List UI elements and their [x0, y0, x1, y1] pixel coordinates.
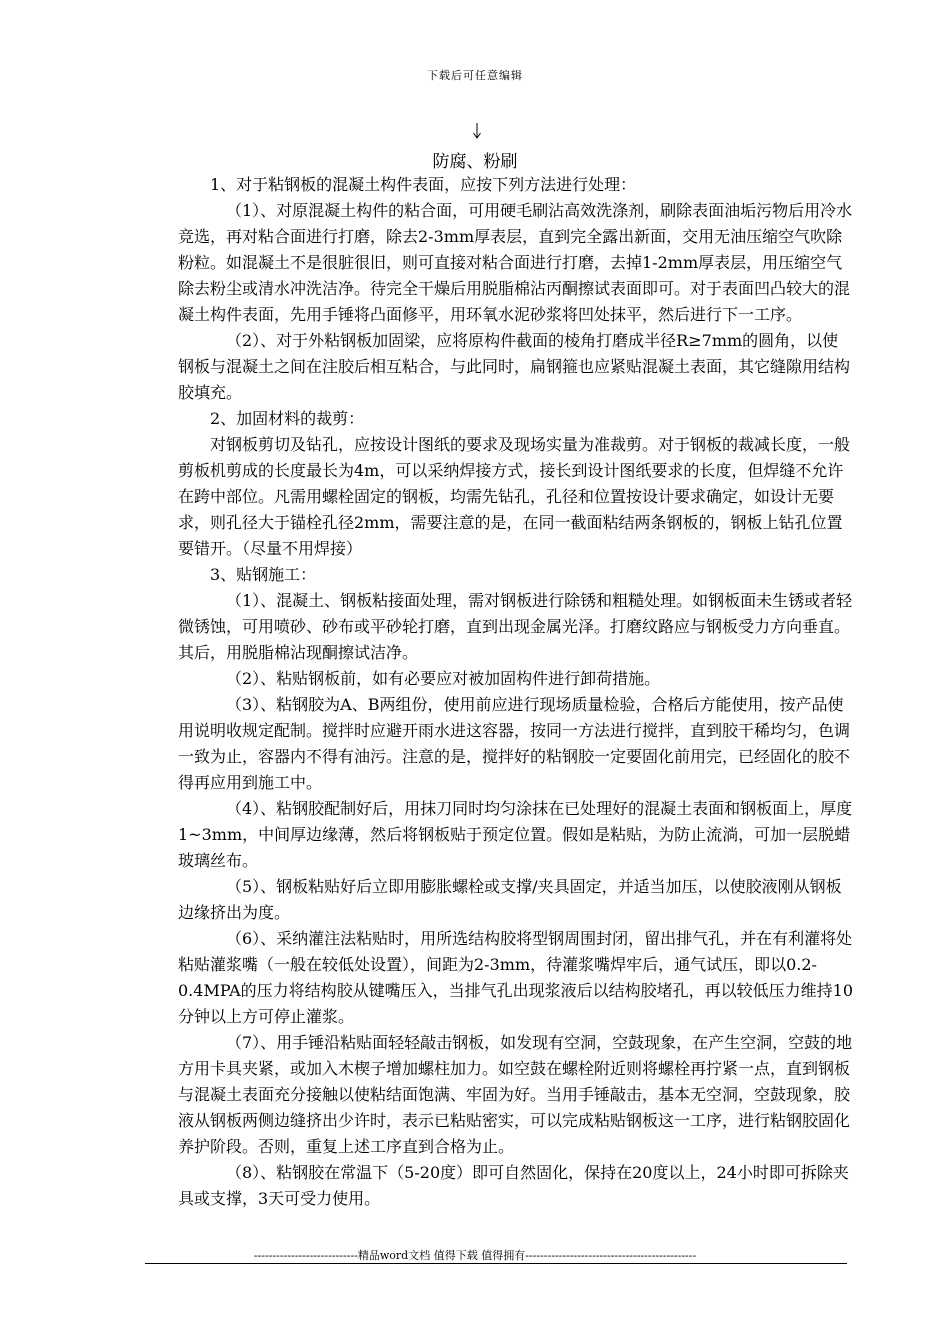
- paragraph-3-2: （2）、粘贴钢板前，如有必要应对被加固构件进行卸荷措施。: [226, 669, 661, 688]
- paragraph-3-4: （4）、粘钢胶配制好后，用抹刀同时均匀涂抹在已处理好的混凝土表面和钢板面上，厚度1~3mm，中间厚边缘薄，然后将钢板贴于预定位置。假如是粘贴，为防止流淌，可加一层脱蜡玻璃丝布。: [178, 799, 853, 870]
- paragraph-2: 2、加固材料的裁剪：: [210, 409, 365, 428]
- down-arrow-icon: [471, 122, 483, 140]
- paragraph-3-6: （6）、采纳灌注法粘贴时，用所选结构胶将型钢周围封闭，留出排气孔，并在有利灌将处粘贴灌浆嘴（一般在较低处设置），间距为2-3mm，待灌浆嘴焊牢后，通气试压，即以0.2-0.4MPA的压力将结构胶从键嘴压入，当排气孔出现浆液后以结构胶堵孔，再以较低压力维持10分钟以上方可停止灌浆。: [178, 929, 854, 1026]
- paragraph-1-2: （2）、对于外粘钢板加固梁，应将原构件截面的棱角打磨成半径R≥7mm的圆角，以使钢板与混凝土之间在注胶后相互粘合，与此同时，扁钢箍也应紧贴混凝土表面，其它缝隙用结构胶填充。: [178, 331, 851, 402]
- paragraph-3-3: （3）、粘钢胶为A、B两组份，使用前应进行现场质量检验，合格后方能使用，按产品使用说明收规定配制。搅拌时应避开雨水进这容器，按同一方法进行搅拌，直到胶干稀均匀，色调一致为止，容器内不得有油污。注意的是，搅拌好的粘钢胶一定要固化前用完，已经固化的胶不得再应用到施工中。: [178, 695, 851, 792]
- paragraph-3-5: （5）、钢板粘贴好后立即用膨胀螺栓或支撑/夹具固定，并适当加压，以使胶液刚从钢板边缘挤出为度。: [178, 877, 842, 922]
- paragraph-3-7: （7）、用手锤沿粘贴面轻轻敲击钢板，如发现有空洞，空鼓现象，在产生空洞，空鼓的地方用卡具夹紧，或加入木楔子增加螺柱加力。如空鼓在螺栓附近则将螺栓再拧紧一点，直到钢板与混凝土表面充分接触以使粘结面饱满、牢固为好。当用手锤敲击，基本无空洞，空鼓现象，胶液从钢板两侧边缝挤出少许时，表示已粘贴密实，可以完成粘贴钢板这一工序，进行粘钢胶固化养护阶段。否则，重复上述工序直到合格为止。: [178, 1033, 853, 1156]
- page-header: 下载后可任意编辑: [427, 69, 523, 82]
- footer-divider: [145, 1263, 847, 1264]
- paragraph-1-1: （1）、对原混凝土构件的粘合面，可用硬毛刷沾高效洗涤剂，刷除表面油垢污物后用冷水竞选，再对粘合面进行打磨，除去2-3mm厚表层，直到完全露出新面，交用无油压缩空气吹除粉粒。如混凝土不是很脏很旧，则可直接对粘合面进行打磨，去掉1-2mm厚表层，用压缩空气除去粉尘或清水冲洗洁净。待完全干燥后用脱脂棉沾丙酮擦试表面即可。对于表面凹凸较大的混凝土构件表面，先用手锤将凸面修平，用环氧水泥砂浆将凹处抹平，然后进行下一工序。: [178, 201, 853, 324]
- paragraph-1: 1、对于粘钢板的混凝土构件表面，应按下列方法进行处理：: [210, 175, 637, 194]
- paragraph-2-body: 对钢板剪切及钻孔，应按设计图纸的要求及现场实量为准裁剪。对于钢板的裁减长度，一般剪板机剪成的长度最长为4m，可以采纳焊接方式，接长到设计图纸要求的长度，但焊缝不允许在跨中部位。凡需用螺栓固定的钢板，均需先钻孔，孔径和位置按设计要求确定，如设计无要求，则孔径大于锚栓孔径2mm，需要注意的是，在同一截面粘结两条钢板的，钢板上钻孔位置要错开。（尽量不用焊接）: [178, 435, 851, 558]
- page-footer: ----------------------------精品word文档 值得下载 值得拥有----------------------------------------------: [253, 1249, 697, 1262]
- paragraph-3-1: （1）、混凝土、钢板粘接面处理，需对钢板进行除锈和粗糙处理。如钢板面未生锈或者轻微锈蚀，可用喷砂、砂布或平砂轮打磨，直到出现金属光泽。打磨纹路应与钢板受力方向垂直。其后，用脱脂棉沾现酮擦试洁净。: [178, 591, 853, 662]
- document-body: [178, 172, 854, 1212]
- paragraph-3: 3、贴钢施工：: [210, 565, 317, 584]
- section-title: 防腐、粉刷: [432, 152, 518, 172]
- paragraph-3-8: （8）、粘钢胶在常温下（5-20度）即可自然固化，保持在20度以上，24小时即可拆除夹具或支撑，3天可受力使用。: [178, 1163, 849, 1208]
